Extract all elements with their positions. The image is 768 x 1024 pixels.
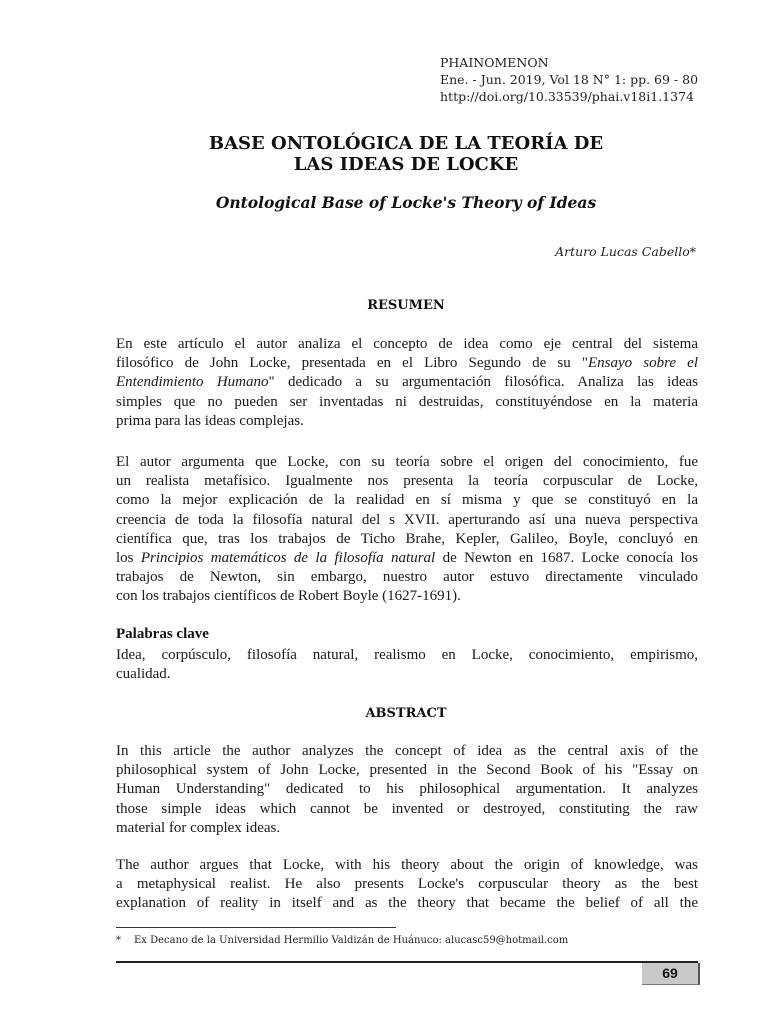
text-line: philosophical system of John Locke, presented in the Second Book of his "Essay on [116, 762, 698, 779]
author-name: Arturo Lucas Cabello* [555, 244, 696, 259]
text-line: científica que, tras los trabajos de Ticho Brahe, Kepler, Galileo, Boyle, concluyó en [116, 530, 698, 547]
text-line: trabajos de Newton, sin embargo, nuestro autor estuvo directamente vinculado [116, 569, 698, 586]
abstract-heading: ABSTRACT [365, 706, 447, 721]
text-line: con los trabajos científicos de Robert Boyle (1627-1691). [116, 588, 461, 605]
footnote-text: Ex Decano de la Universidad Hermilio Valdizán de Huánuco: alucasc59@hotmail.com [134, 935, 569, 946]
abstract-paragraph-1 [116, 742, 698, 838]
text-line: The author argues that Locke, with his theory about the origin of knowledge, was [116, 857, 698, 873]
text-line: Human Understanding" dedicated to his philosophical argumentation. It analyzes [116, 781, 698, 798]
text-line: explanation of reality in itself and as the theory that became the belief of all the [116, 895, 698, 912]
text-line: material for complex ideas. [116, 819, 281, 836]
text-line: El autor argumenta que Locke, con su teoría sobre el origen del conocimiento, fue [116, 454, 698, 470]
article-title [116, 133, 696, 175]
journal-header [440, 54, 698, 105]
text-line: los Principios matemáticos de la filosofía natural de Newton en 1687. Locke conocía los [116, 550, 698, 567]
text-line: those simple ideas which cannot be invented or destroyed, constituting the raw [116, 800, 698, 817]
abstract-paragraph-2 [116, 856, 698, 914]
text-line: In this article the author analyzes the concept of idea as the central axis of the [116, 743, 698, 759]
text-line: Entendimiento Humano" dedicado a su argumentación filosófica. Analiza las ideas [116, 374, 698, 391]
text-line: a metaphysical realist. He also presents Locke's corpuscular theory as the best [116, 876, 698, 893]
article-title-line-2: LAS IDEAS DE LOCKE [293, 154, 519, 175]
article-title-english: Ontological Base of Locke's Theory of Ideas [215, 193, 597, 212]
resumen-paragraph-1 [116, 335, 698, 431]
text-line: filosófico de John Locke, presentada en el Libro Segundo de su "Ensayo sobre el [116, 355, 698, 372]
text-line: creencia de toda la filosofía natural del s XVII. aperturando así una nueva perspectiva [116, 511, 698, 528]
article-title-line-1: BASE ONTOLÓGICA DE LA TEORÍA DE [208, 133, 604, 154]
journal-name: PHAINOMENON [440, 55, 549, 70]
text-line: simples que no pueden ser inventadas ni destruidas, constituyéndose en la materia [116, 393, 698, 410]
page-number: 69 [642, 963, 700, 985]
keywords-list [116, 646, 698, 684]
text-line: prima para las ideas complejas. [116, 412, 304, 429]
resumen-heading: RESUMEN [367, 298, 445, 313]
text-line: un realista metafísico. Igualmente nos presenta la teoría corpuscular de Locke, [116, 473, 698, 490]
footnote [116, 935, 568, 946]
text-line: como la mejor explicación de la realidad en sí misma y que se constituyó en la [116, 492, 698, 509]
journal-doi-link[interactable]: http://doi.org/10.33539/phai.v18i1.1374 [440, 89, 694, 104]
text-line: cualidad. [116, 666, 171, 683]
page-bottom-rule [116, 961, 698, 963]
journal-issue: Ene. - Jun. 2019, Vol 18 N° 1: pp. 69 - 80 [440, 72, 699, 87]
keywords-label: Palabras clave [116, 626, 209, 642]
footnote-divider [116, 927, 396, 928]
text-line: Idea, corpúsculo, filosofía natural, realismo en Locke, conocimiento, empirismo, [116, 647, 698, 663]
footnote-mark: * [116, 935, 121, 946]
text-line: En este artículo el autor analiza el concepto de idea como eje central del sistema [116, 336, 698, 352]
resumen-paragraph-2 [116, 453, 698, 607]
